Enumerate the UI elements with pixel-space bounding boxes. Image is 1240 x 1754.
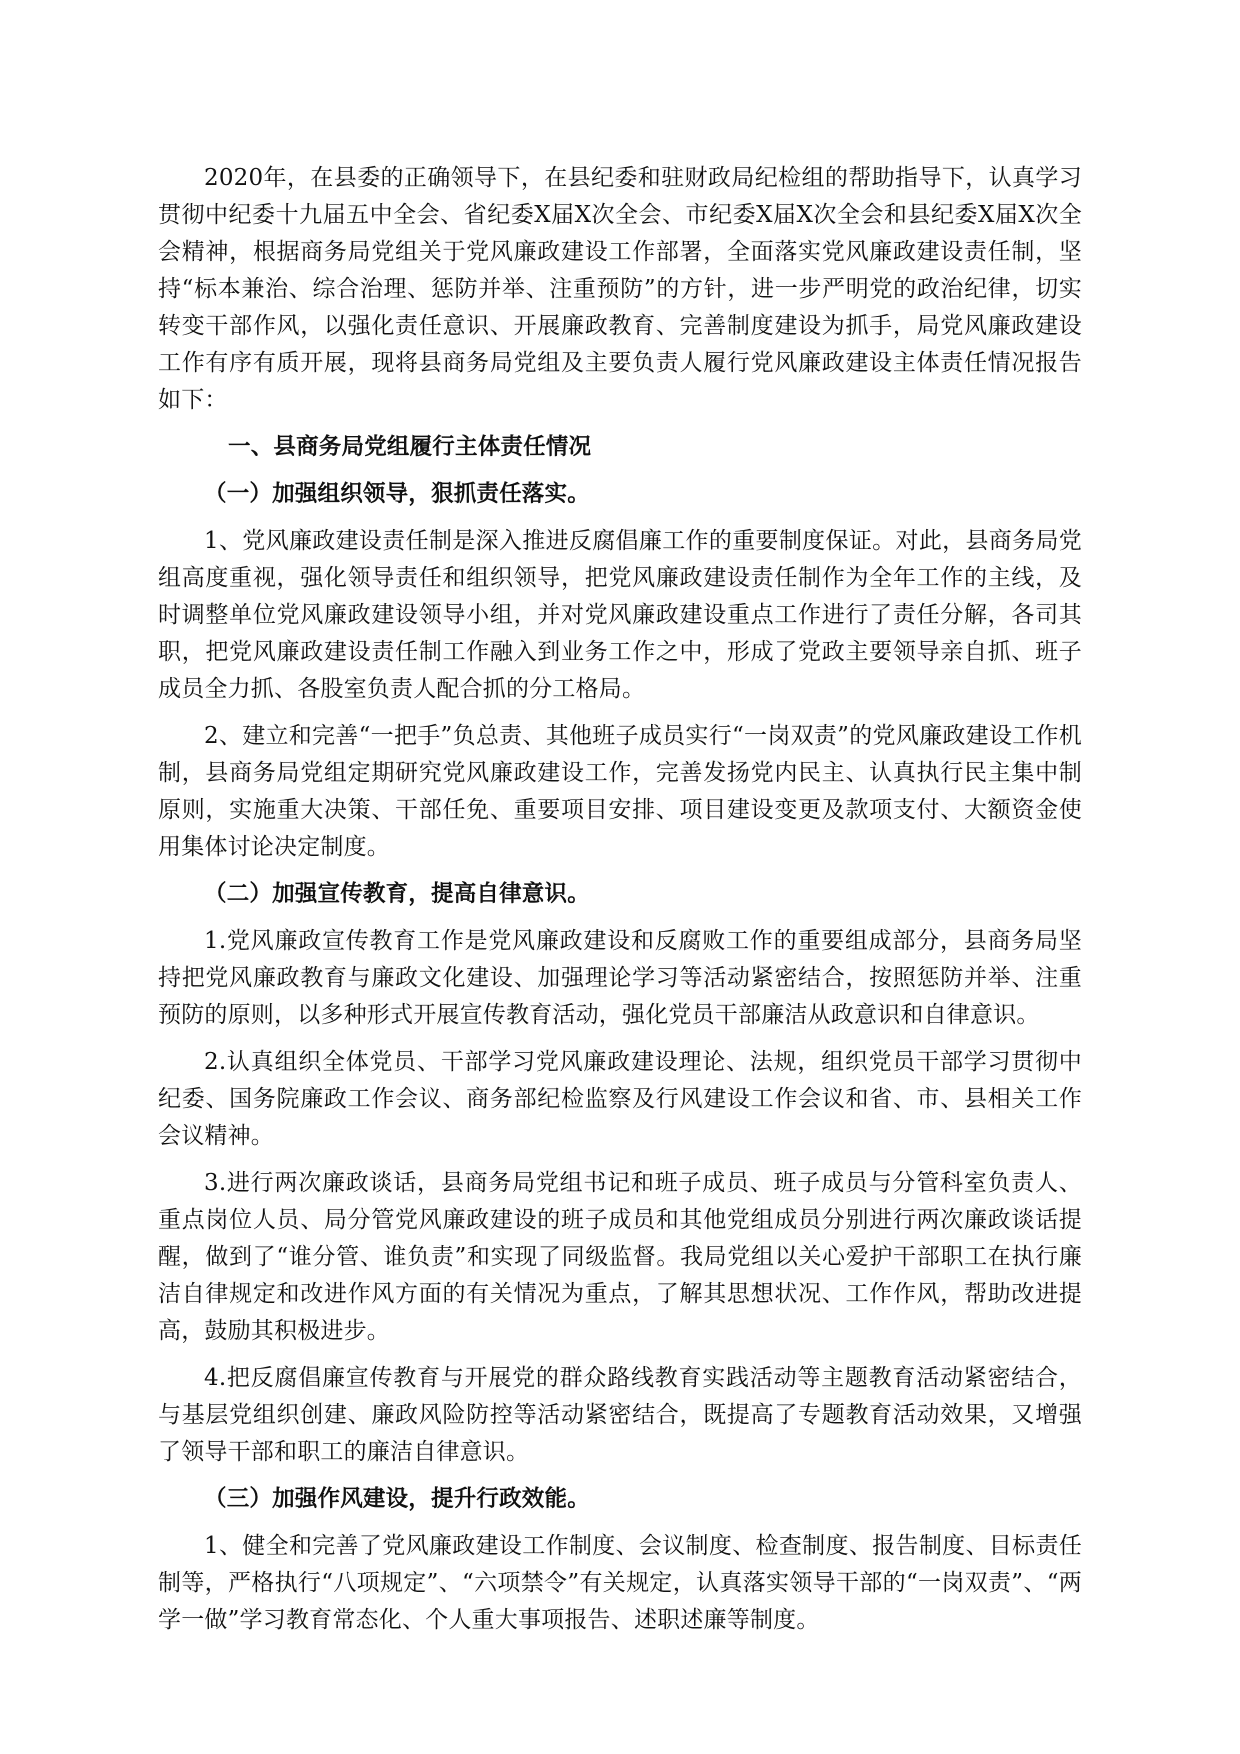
subsection-1-paragraph-1: 1、党风廉政建设责任制是深入推进反腐倡廉工作的重要制度保证。对此，县商务局党组高度重视，强化领导责任和组织领导，把党风廉政建设责任制作为全年工作的主线，及时调整单位党风廉政建设领导小组，并对党风廉政建设重点工作进行了责任分解，各司其职，把党风廉政建设责任制工作融入到业务工作之中，形成了党政主要领导亲自抓、班子成员全力抓、各股室负责人配合抓的分工格局。	[158, 528, 1082, 702]
document-page	[158, 160, 1082, 1649]
subsection-1-title: （一）加强组织领导，狠抓责任落实。	[204, 481, 590, 507]
subsection-2-paragraph-2: 2.认真组织全体党员、干部学习党风廉政建设理论、法规，组织党员干部学习贯彻中纪委、国务院廉政工作会议、商务部纪检监察及行风建设工作会议和省、市、县相关工作会议精神。	[158, 1049, 1082, 1149]
subsection-1-paragraph-2: 2、建立和完善“一把手”负总责、其他班子成员实行“一岗双责”的党风廉政建设工作机制，县商务局党组定期研究党风廉政建设工作，完善发扬党内民主、认真执行民主集中制原则，实施重大决策、干部任免、重要项目安排、项目建设变更及款项支付、大额资金使用集体讨论决定制度。	[158, 723, 1082, 860]
section-1-title: 一、县商务局党组履行主体责任情况	[228, 434, 592, 460]
subsection-2-paragraph-1: 1.党风廉政宣传教育工作是党风廉政建设和反腐败工作的重要组成部分，县商务局坚持把党风廉政教育与廉政文化建设、加强理论学习等活动紧密结合，按照惩防并举、注重预防的原则，以多种形式开展宣传教育活动，强化党员干部廉洁从政意识和自律意识。	[158, 928, 1082, 1028]
subsection-2-paragraph-4: 4.把反腐倡廉宣传教育与开展党的群众路线教育实践活动等主题教育活动紧密结合，与基层党组织创建、廉政风险防控等活动紧密结合，既提高了专题教育活动效果，又增强了领导干部和职工的廉洁自律意识。	[158, 1365, 1082, 1465]
subsection-2-title: （二）加强宣传教育，提高自律意识。	[204, 881, 590, 907]
intro-paragraph: 2020年，在县委的正确领导下，在县纪委和驻财政局纪检组的帮助指导下，认真学习贯彻中纪委十九届五中全会、省纪委X届X次全会、市纪委X届X次全会和县纪委X届X次全会精神，根据商务局党组关于党风廉政建设工作部署，全面落实党风廉政建设责任制，坚持“标本兼治、综合治理、惩防并举、注重预防”的方针，进一步严明党的政治纪律，切实转变干部作风，以强化责任意识、开展廉政教育、完善制度建设为抓手，局党风廉政建设工作有序有质开展，现将县商务局党组及主要负责人履行党风廉政建设主体责任情况报告如下：	[158, 165, 1082, 413]
subsection-3-title: （三）加强作风建设，提升行政效能。	[204, 1486, 590, 1512]
subsection-2-paragraph-3: 3.进行两次廉政谈话，县商务局党组书记和班子成员、班子成员与分管科室负责人、重点岗位人员、局分管党风廉政建设的班子成员和其他党组成员分别进行两次廉政谈话提醒，做到了“谁分管、谁负责”和实现了同级监督。我局党组以关心爱护干部职工在执行廉洁自律规定和改进作风方面的有关情况为重点，了解其思想状况、工作作风，帮助改进提高，鼓励其积极进步。	[158, 1170, 1082, 1344]
subsection-3-paragraph-1: 1、健全和完善了党风廉政建设工作制度、会议制度、检查制度、报告制度、目标责任制等，严格执行“八项规定”、“六项禁令”有关规定，认真落实领导干部的“一岗双责”、“两学一做”学习教育常态化、个人重大事项报告、述职述廉等制度。	[158, 1533, 1082, 1633]
